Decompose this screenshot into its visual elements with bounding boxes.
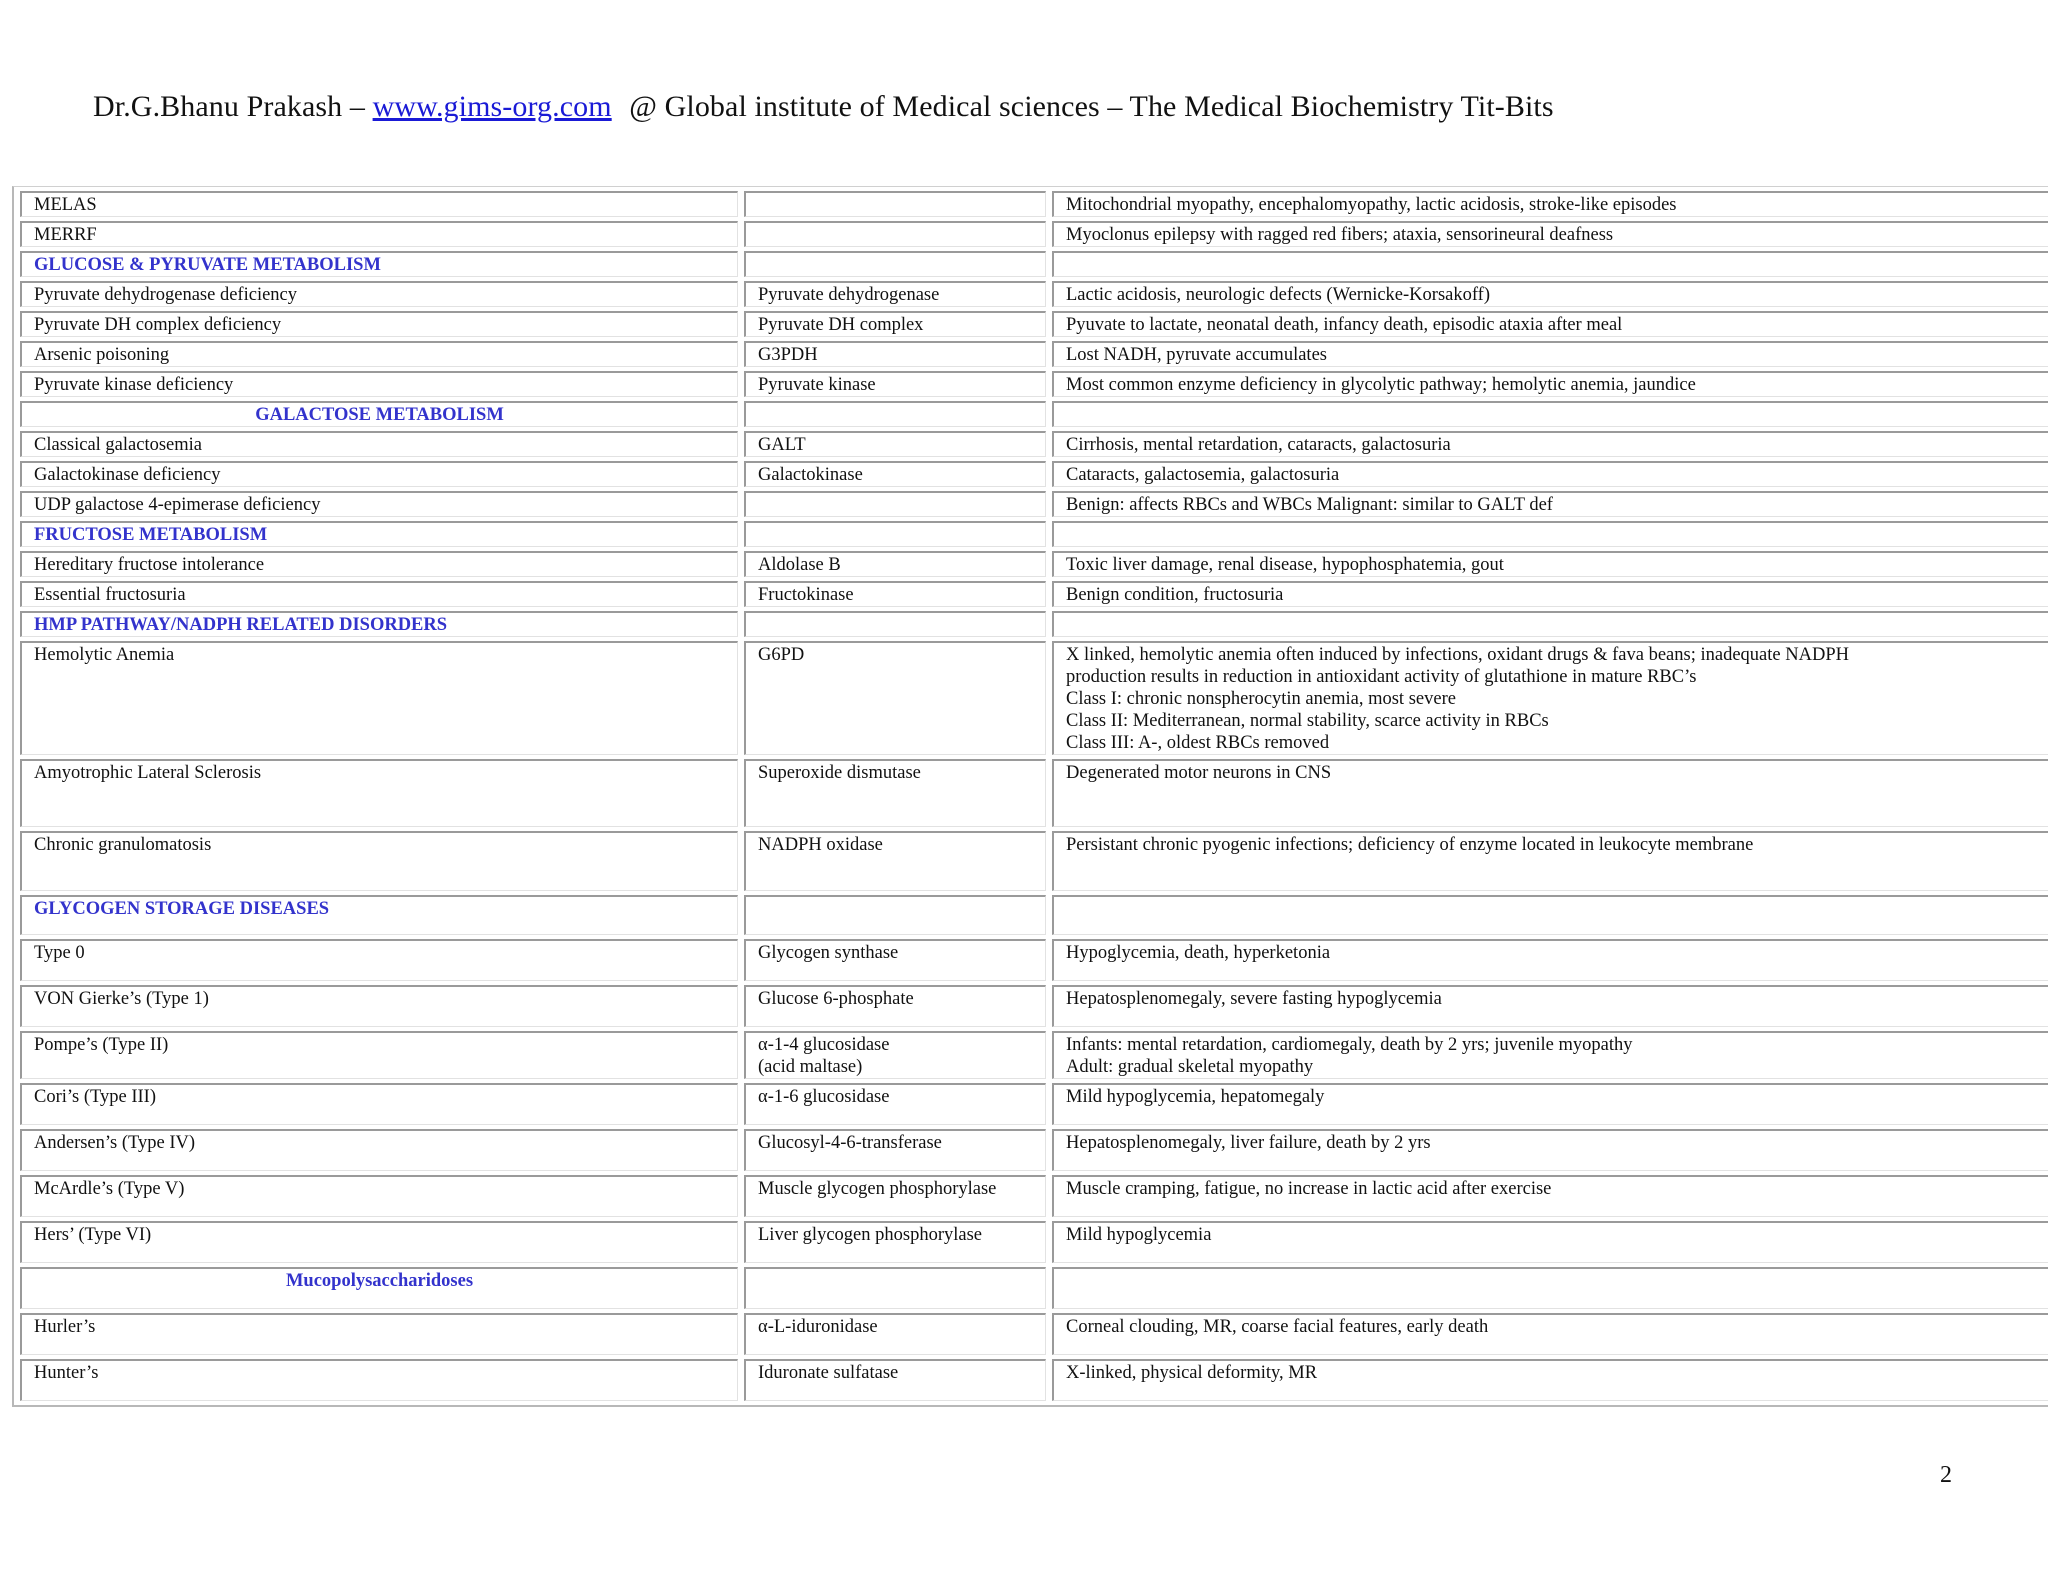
table-row xyxy=(20,221,2048,247)
disease-cell: Cori’s (Type III) xyxy=(20,1083,738,1125)
table-row xyxy=(20,1083,2048,1125)
notes-line: Hepatosplenomegaly, severe fasting hypoglycemia xyxy=(1066,989,1442,1009)
disease-cell: Galactokinase deficiency xyxy=(20,461,738,487)
enzyme-cell xyxy=(744,985,1046,1027)
notes-cell xyxy=(1052,641,2048,755)
enzyme-cell xyxy=(744,1031,1046,1079)
notes-cell xyxy=(1052,939,2048,981)
enzyme-line: Glycogen synthase xyxy=(758,943,899,963)
disease-cell: Essential fructosuria xyxy=(20,581,738,607)
disease-cell: Type 0 xyxy=(20,939,738,981)
notes-line: Muscle cramping, fatigue, no increase in lactic acid after exercise xyxy=(1066,1179,1552,1199)
enzyme-cell xyxy=(744,281,1046,307)
table-row xyxy=(20,1221,2048,1263)
disease-cell: VON Gierke’s (Type 1) xyxy=(20,985,738,1027)
notes-cell xyxy=(1052,1175,2048,1217)
table-row xyxy=(20,371,2048,397)
notes-cell xyxy=(1052,491,2048,517)
table-row xyxy=(20,431,2048,457)
notes-line: Infants: mental retardation, cardiomegaly, death by 2 yrs; juvenile myopathy xyxy=(1066,1035,1633,1055)
enzyme-cell xyxy=(744,311,1046,337)
section-title: FRUCTOSE METABOLISM xyxy=(20,521,738,547)
enzyme-cell xyxy=(744,641,1046,755)
header-title: @ Global institute of Medical sciences – The Medical Biochemistry Tit-Bits xyxy=(629,90,1554,123)
enzyme-line: Iduronate sulfatase xyxy=(758,1363,899,1383)
section-header-row xyxy=(20,401,2048,427)
section-empty-cell xyxy=(744,1267,1046,1309)
notes-line: Cataracts, galactosemia, galactosuria xyxy=(1066,465,1340,485)
enzyme-line: (acid maltase) xyxy=(758,1057,863,1077)
disease-cell: Hemolytic Anemia xyxy=(20,641,738,755)
enzyme-line: Pyruvate DH complex xyxy=(758,315,924,335)
section-header-row xyxy=(20,611,2048,637)
notes-cell xyxy=(1052,985,2048,1027)
enzyme-line: Galactokinase xyxy=(758,465,863,485)
notes-cell xyxy=(1052,1083,2048,1125)
disease-cell: Amyotrophic Lateral Sclerosis xyxy=(20,759,738,827)
section-title: GLUCOSE & PYRUVATE METABOLISM xyxy=(20,251,738,277)
enzyme-line: Muscle glycogen phosphorylase xyxy=(758,1179,997,1199)
disease-cell: McArdle’s (Type V) xyxy=(20,1175,738,1217)
table-row xyxy=(20,1175,2048,1217)
disease-cell: Arsenic poisoning xyxy=(20,341,738,367)
section-empty-cell xyxy=(1052,1267,2048,1309)
enzyme-line: Superoxide dismutase xyxy=(758,763,921,783)
enzyme-cell xyxy=(744,581,1046,607)
enzyme-cell xyxy=(744,1129,1046,1171)
table-row xyxy=(20,581,2048,607)
enzyme-line: Pyruvate kinase xyxy=(758,375,876,395)
notes-line: Most common enzyme deficiency in glycolytic pathway; hemolytic anemia, jaundice xyxy=(1066,375,1696,395)
notes-line: Pyuvate to lactate, neonatal death, infancy death, episodic ataxia after meal xyxy=(1066,315,1623,335)
notes-line: X linked, hemolytic anemia often induced by infections, oxidant drugs & fava beans; inadequate NADPH xyxy=(1066,645,1849,665)
table-row xyxy=(20,491,2048,517)
enzyme-cell xyxy=(744,491,1046,517)
disease-cell: Andersen’s (Type IV) xyxy=(20,1129,738,1171)
notes-line: Adult: gradual skeletal myopathy xyxy=(1066,1057,1314,1077)
section-title: HMP PATHWAY/NADPH RELATED DISORDERS xyxy=(20,611,738,637)
section-empty-cell xyxy=(1052,895,2048,935)
notes-cell xyxy=(1052,431,2048,457)
section-header-row xyxy=(20,251,2048,277)
table-row xyxy=(20,281,2048,307)
table-row xyxy=(20,551,2048,577)
notes-line: Benign: affects RBCs and WBCs Malignant: similar to GALT def xyxy=(1066,495,1553,515)
enzyme-cell xyxy=(744,831,1046,891)
notes-line: Class II: Mediterranean, normal stability, scarce activity in RBCs xyxy=(1066,711,1549,731)
section-title: GLYCOGEN STORAGE DISEASES xyxy=(20,895,738,935)
enzyme-line: G3PDH xyxy=(758,345,818,365)
table-row xyxy=(20,341,2048,367)
section-header-row xyxy=(20,895,2048,935)
enzyme-cell xyxy=(744,431,1046,457)
author-name: Dr.G.Bhanu Prakash – xyxy=(93,90,365,123)
section-header-row xyxy=(20,1267,2048,1309)
page-header xyxy=(93,90,1554,124)
notes-line: Hepatosplenomegaly, liver failure, death by 2 yrs xyxy=(1066,1133,1431,1153)
table-row xyxy=(20,1031,2048,1079)
enzyme-line: α-1-6 glucosidase xyxy=(758,1087,890,1107)
enzyme-line: NADPH oxidase xyxy=(758,835,883,855)
enzyme-line: Aldolase B xyxy=(758,555,841,575)
enzyme-line: Liver glycogen phosphorylase xyxy=(758,1225,982,1245)
disease-cell: Hunter’s xyxy=(20,1359,738,1401)
table-row xyxy=(20,1359,2048,1401)
notes-cell xyxy=(1052,551,2048,577)
disorders-table xyxy=(14,187,2048,1405)
disease-cell: Pyruvate dehydrogenase deficiency xyxy=(20,281,738,307)
notes-cell xyxy=(1052,1031,2048,1079)
notes-line: Persistant chronic pyogenic infections; deficiency of enzyme located in leukocyte membrane xyxy=(1066,835,1754,855)
enzyme-line: Fructokinase xyxy=(758,585,854,605)
enzyme-cell xyxy=(744,221,1046,247)
notes-cell xyxy=(1052,191,2048,217)
notes-cell xyxy=(1052,1129,2048,1171)
notes-line: Corneal clouding, MR, coarse facial features, early death xyxy=(1066,1317,1489,1337)
notes-line: Benign condition, fructosuria xyxy=(1066,585,1284,605)
disease-cell: MELAS xyxy=(20,191,738,217)
notes-line: X-linked, physical deformity, MR xyxy=(1066,1363,1318,1383)
notes-line: Lactic acidosis, neurologic defects (Wernicke-Korsakoff) xyxy=(1066,285,1491,305)
section-header-row xyxy=(20,521,2048,547)
section-empty-cell xyxy=(1052,401,2048,427)
table-row xyxy=(20,311,2048,337)
notes-cell xyxy=(1052,1313,2048,1355)
section-empty-cell xyxy=(1052,611,2048,637)
section-empty-cell xyxy=(744,895,1046,935)
section-empty-cell xyxy=(744,401,1046,427)
notes-cell xyxy=(1052,371,2048,397)
notes-cell xyxy=(1052,759,2048,827)
enzyme-cell xyxy=(744,759,1046,827)
notes-cell xyxy=(1052,341,2048,367)
notes-cell xyxy=(1052,461,2048,487)
disease-cell: MERRF xyxy=(20,221,738,247)
enzyme-line: α-1-4 glucosidase xyxy=(758,1035,890,1055)
notes-line: Mitochondrial myopathy, encephalomyopathy, lactic acidosis, stroke-like episodes xyxy=(1066,195,1677,215)
section-empty-cell xyxy=(744,521,1046,547)
enzyme-cell xyxy=(744,551,1046,577)
section-empty-cell xyxy=(1052,251,2048,277)
notes-cell xyxy=(1052,831,2048,891)
enzyme-cell xyxy=(744,1175,1046,1217)
notes-cell xyxy=(1052,221,2048,247)
disease-cell: Classical galactosemia xyxy=(20,431,738,457)
disorders-table-container xyxy=(12,186,2048,1407)
enzyme-cell xyxy=(744,191,1046,217)
notes-cell xyxy=(1052,281,2048,307)
notes-line: Class III: A-, oldest RBCs removed xyxy=(1066,733,1330,753)
disease-cell: Pyruvate DH complex deficiency xyxy=(20,311,738,337)
notes-line: Hypoglycemia, death, hyperketonia xyxy=(1066,943,1331,963)
section-empty-cell xyxy=(744,251,1046,277)
notes-line: Toxic liver damage, renal disease, hypophosphatemia, gout xyxy=(1066,555,1504,575)
enzyme-cell xyxy=(744,1083,1046,1125)
disease-cell: Pompe’s (Type II) xyxy=(20,1031,738,1079)
enzyme-cell xyxy=(744,371,1046,397)
notes-line: Mild hypoglycemia xyxy=(1066,1225,1212,1245)
disease-cell: Chronic granulomatosis xyxy=(20,831,738,891)
table-row xyxy=(20,641,2048,755)
website-link[interactable]: www.gims-org.com xyxy=(372,90,612,123)
enzyme-cell xyxy=(744,1359,1046,1401)
table-row xyxy=(20,191,2048,217)
disease-cell: Hers’ (Type VI) xyxy=(20,1221,738,1263)
disease-cell: Hurler’s xyxy=(20,1313,738,1355)
enzyme-cell xyxy=(744,1313,1046,1355)
table-row xyxy=(20,1129,2048,1171)
table-row xyxy=(20,985,2048,1027)
enzyme-line: Glucosyl-4-6-transferase xyxy=(758,1133,942,1153)
section-empty-cell xyxy=(744,611,1046,637)
notes-line: Class I: chronic nonspherocytin anemia, most severe xyxy=(1066,689,1456,709)
disease-cell: Pyruvate kinase deficiency xyxy=(20,371,738,397)
enzyme-line: Pyruvate dehydrogenase xyxy=(758,285,940,305)
enzyme-line: GALT xyxy=(758,435,806,455)
section-empty-cell xyxy=(1052,521,2048,547)
page-number: 2 xyxy=(1940,1462,1952,1488)
notes-cell xyxy=(1052,1221,2048,1263)
enzyme-cell xyxy=(744,1221,1046,1263)
notes-line: Mild hypoglycemia, hepatomegaly xyxy=(1066,1087,1325,1107)
notes-line: Lost NADH, pyruvate accumulates xyxy=(1066,345,1327,365)
notes-cell xyxy=(1052,581,2048,607)
enzyme-cell xyxy=(744,341,1046,367)
table-row xyxy=(20,461,2048,487)
notes-cell xyxy=(1052,311,2048,337)
enzyme-line: Glucose 6-phosphate xyxy=(758,989,914,1009)
table-row xyxy=(20,759,2048,827)
notes-cell xyxy=(1052,1359,2048,1401)
disease-cell: Hereditary fructose intolerance xyxy=(20,551,738,577)
table-row xyxy=(20,831,2048,891)
table-row xyxy=(20,939,2048,981)
section-title: Mucopolysaccharidoses xyxy=(20,1267,738,1309)
enzyme-line: α-L-iduronidase xyxy=(758,1317,878,1337)
disease-cell: UDP galactose 4-epimerase deficiency xyxy=(20,491,738,517)
enzyme-line: G6PD xyxy=(758,645,805,665)
enzyme-cell xyxy=(744,939,1046,981)
section-title: GALACTOSE METABOLISM xyxy=(20,401,738,427)
notes-line: Degenerated motor neurons in CNS xyxy=(1066,763,1332,783)
enzyme-cell xyxy=(744,461,1046,487)
notes-line: production results in reduction in antioxidant activity of glutathione in mature RBC’s xyxy=(1066,667,1697,687)
notes-line: Myoclonus epilepsy with ragged red fibers; ataxia, sensorineural deafness xyxy=(1066,225,1614,245)
table-row xyxy=(20,1313,2048,1355)
notes-line: Cirrhosis, mental retardation, cataracts, galactosuria xyxy=(1066,435,1451,455)
